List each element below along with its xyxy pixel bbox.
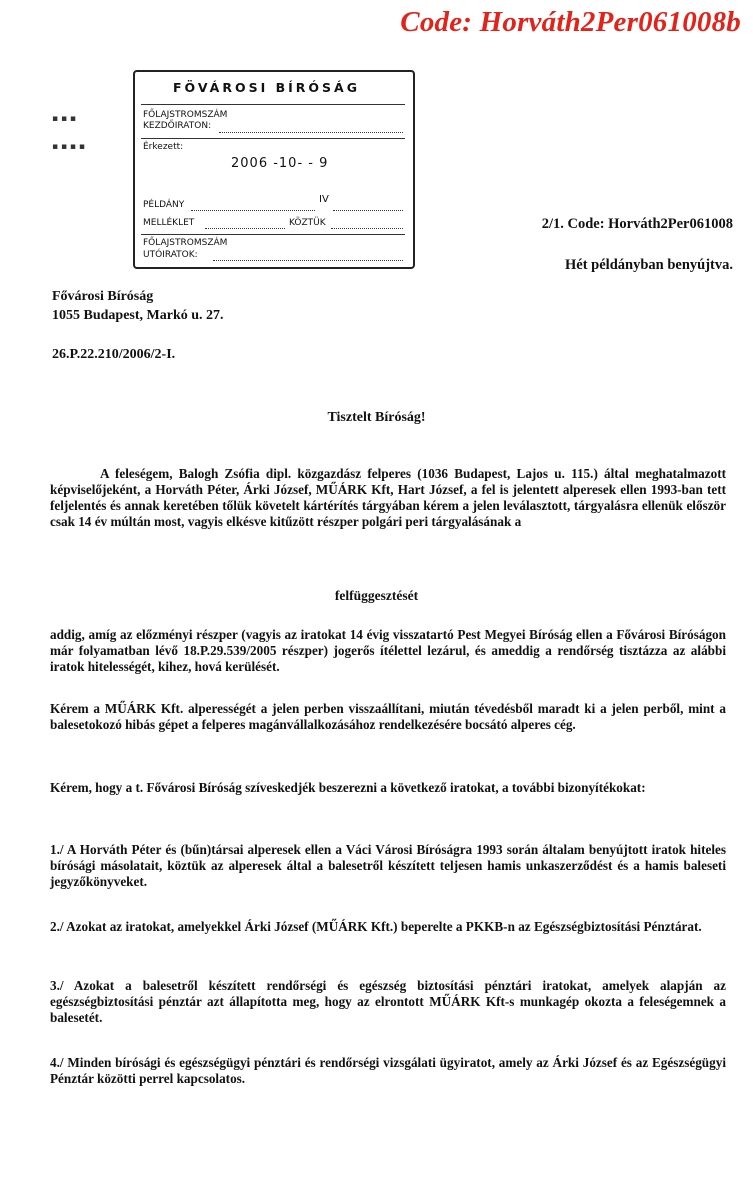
stamp-label: UTÓIRATOK:	[143, 250, 198, 260]
copies-note: Hét példányban benyújtva.	[565, 257, 733, 273]
recipient-name: Fővárosi Bíróság	[52, 289, 154, 304]
stamp-received-date: 2006 -10- - 9	[231, 156, 329, 171]
court-receipt-stamp	[133, 70, 415, 269]
stamp-label: FŐLAJSTROMSZÁM	[143, 110, 228, 120]
header-code: Code: Horváth2Per061008b	[400, 6, 741, 38]
list-item: 3./ Azokat a balesetről készített rendőrségi és egészség biztosítási pénztári iratokat, amelyek alapján az egészségbiztosítási pénztár azt állapította meg, hogy az elrontott MŰÁRK Kft-s munkagép okozta a feleségemnek a balesetét.	[50, 978, 726, 1025]
paragraph: Kérem a MŰÁRK Kft. alperességét a jelen perben visszaállítani, miután tévedésből maradt ki a jelen perből, mint a balesetokozó hibás gépet a felperes magánvállalkozásához rendelkezésére bocsátó alperes cég.	[50, 701, 726, 732]
stamp-attachments-label: MELLÉKLET	[143, 218, 195, 228]
salutation: Tisztelt Bíróság!	[327, 410, 426, 425]
case-number: 26.P.22.210/2006/2-I.	[52, 347, 176, 362]
margin-mark: ▪ ▪ ▪ ▪	[52, 142, 85, 152]
stamp-among-label: KÖZTÜK	[289, 218, 326, 228]
stamp-label: FŐLAJSTROMSZÁM	[143, 238, 228, 248]
stamp-copies-label: PÉLDÁNY	[143, 200, 185, 210]
emphasized-request: felfüggesztését	[334, 588, 419, 603]
list-item: 4./ Minden bírósági és egészségügyi pénztári és rendőrségi vizsgálati ügyiratot, amely az Árki József és az Egészségügyi Pénztár közötti perrel kapcsolatos.	[50, 1055, 726, 1086]
stamp-court-name: FÖVÁROSI BÍRÓSÁG	[173, 80, 360, 95]
stamp-dotted-line	[333, 210, 403, 211]
stamp-roman-numeral: IV	[319, 194, 329, 205]
paragraph: addig, amíg az előzményi részper (vagyis az iratokat 14 évig visszatartó Pest Megyei Bíróság ellen a Fővárosi Bíróságon már folyamatban lévő 18.P.29.539/2005 részper) jogerős ítélettel lezárul, és ameddig a rendőrség tisztázza az alábbi iratok hitelességét, kihez, hová kerülését.	[50, 627, 726, 674]
stamp-dotted-line	[219, 132, 403, 133]
list-item: 1./ A Horváth Péter és (bűn)társai alperesek ellen a Váci Városi Bíróságra 1993 során általam benyújtott iratok hiteles bírósági másolatait, köztük az alperesek által a balesetről készített teljesen hamis unkaszerződést és a hamis baleseti jegyzőkönyveket.	[50, 842, 726, 889]
stamp-dotted-line	[191, 210, 315, 211]
stamp-dotted-line	[213, 260, 403, 261]
stamp-divider	[141, 234, 405, 235]
paragraph: Kérem, hogy a t. Fővárosi Bíróság szíveskedjék beszerezni a következő iratokat, a további bizonyítékokat:	[50, 780, 646, 795]
stamp-label: KEZDŐIRATON:	[143, 121, 212, 131]
stamp-divider	[141, 138, 405, 139]
stamp-received-label: Érkezett:	[143, 142, 184, 152]
margin-mark: ▪ ▪ ▪	[52, 114, 77, 124]
recipient-address: 1055 Budapest, Markó u. 27.	[52, 308, 224, 323]
list-item: 2./ Azokat az iratokat, amelyekkel Árki József (MŰÁRK Kft.) beperelte a PKKB-n az Egészségbiztosítási Pénztárat.	[50, 919, 702, 934]
stamp-dotted-line	[205, 228, 285, 229]
reference-code: 2/1. Code: Horváth2Per061008	[541, 216, 733, 232]
stamp-dotted-line	[331, 228, 403, 229]
paragraph: A feleségem, Balogh Zsófia dipl. közgazdász felperes (1036 Budapest, Lajos u. 115.) által meghatalmazott képviselőjeként, a Horváth Péter, Árki József, MŰÁRK Kft, Hart József, a fel is jelentett alperesek ellen 1993-ban tett feljelentés és annak keretében tőlük követelt kártérítés tárgyában kérem a jelen leválasztott, tárgyalásra ellenük először csak 14 év múltán most, vagyis elkésve kitűzött részper polgári peri tárgyalásának a	[50, 466, 726, 529]
stamp-divider	[141, 104, 405, 105]
